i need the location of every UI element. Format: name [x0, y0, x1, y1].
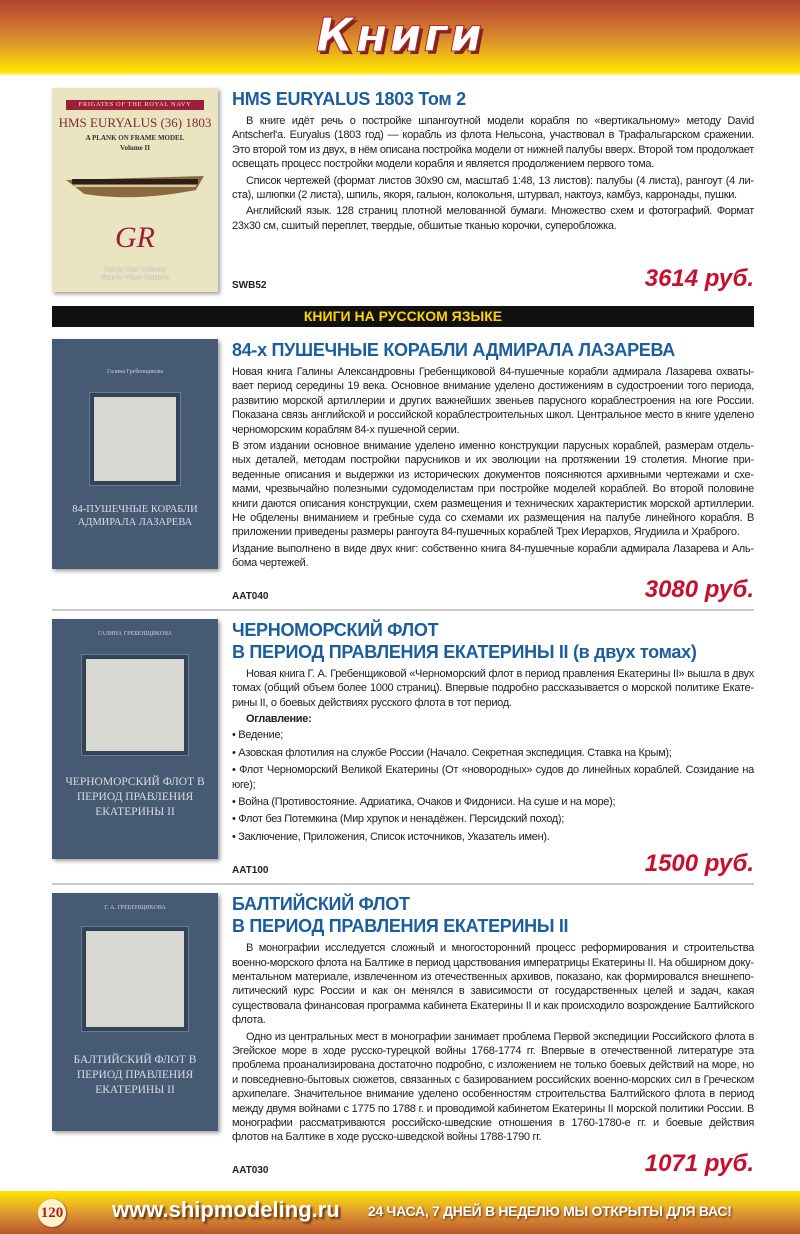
book-title	[232, 893, 754, 937]
cover-title: ЧЕРНОМОРСКИЙ ФЛОТ В ПЕРИОД ПРАВЛЕНИЯ ЕКАТЕРИНЫ II	[65, 775, 205, 818]
cover-author: Г. А. ГРЕБЕНЩИКОВА	[104, 905, 166, 912]
book-item-black-sea-fleet	[52, 619, 754, 885]
cover-author: Text by Allan Yedlinsky	[103, 266, 167, 273]
cover-author: ГАЛИНА ГРЕБЕНЩИКОВА	[97, 630, 173, 637]
book-cover	[52, 619, 218, 859]
cover-title: HMS EURYALUS (36) 1803	[58, 115, 212, 130]
toc-item: • Флот Черноморский Великой Екатерины (От «новородных» судов до линейных кораблей. Созидание на юге);	[232, 764, 754, 791]
cover-band: FRIGATES OF THE ROYAL NAVY	[66, 100, 204, 110]
cover-subtitle: A PLANK ON FRAME MODEL	[85, 134, 185, 142]
book-item-hms-euryalus	[52, 88, 754, 298]
section-title: Книги	[316, 8, 484, 62]
book-item-baltic-fleet	[52, 893, 754, 1183]
cover-monogram: GR	[115, 221, 155, 254]
cover-volume: Volume II	[120, 144, 150, 152]
paragraph: В книге идёт речь о постройке шпангоутной модели корабля по «вертикальному» методу David Antscherl'a. Euryalus (1803 год) — корабль из флота Нельсона, участвовал в Трафальгарском сражении. Это второй том из двух, в нём описана постройка модели от нижней палубы вверх. Второй том продолжает освещать процесс постройки модели корабля и является продолжением первого тома.	[232, 115, 754, 171]
paragraph: Список чертежей (формат листов 30х90 см, масштаб 1:48, 13 листов): палубы (4 листа), рангоут (4 листа), шлюпки (2 листа), шпиль, якоря, гальюн, колокольня, штурвал, нактоуз, камбуз, карронады, пушки.	[232, 174, 754, 202]
book-cover	[52, 339, 218, 569]
price: 3614 руб.	[644, 265, 754, 292]
book-item-lazarev	[52, 339, 754, 611]
price: 3080 руб.	[644, 575, 754, 603]
book-title: HMS EURYALUS 1803 Том 2	[232, 89, 466, 109]
paragraph: Новая книга Г. А. Гребенщиковой «Черноморский флот в период правления Екатерины II» вышла в двух томах (общий объем более 1000 страниц). Впервые подробно рассказывается о морской политике Екатерины II, о боевых действиях русского флота в тот период.	[232, 667, 754, 709]
section-bar: КНИГИ НА РУССКОМ ЯЗЫКЕ	[52, 306, 754, 327]
book-cover	[52, 88, 218, 292]
cover-title: БАЛТИЙСКИЙ ФЛОТ В ПЕРИОД ПРАВЛЕНИЯ ЕКАТЕРИНЫ II	[73, 1054, 197, 1097]
paragraph: Английский язык. 128 страниц плотной мелованной бумаги. Множество схем и фотографий. Формат 23х30 см, сшитый переплет, твердые, обшитые тканью корочки, суперобложка.	[232, 205, 754, 232]
website-link[interactable]: www.shipmodeling.ru	[112, 1196, 340, 1222]
catalog-content	[0, 76, 800, 1191]
cover-title: 84-ПУШЕЧНЫЕ КОРАБЛИ АДМИРАЛА ЛАЗАРЕВА	[72, 504, 198, 528]
cover-author: Галина Гребенщикова	[106, 369, 164, 375]
page-header	[0, 0, 800, 76]
cover-ship-illustration	[90, 393, 180, 485]
cover-plans: Plans by Wayne Kempson	[100, 274, 170, 281]
title-line: В ПЕРИОД ПРАВЛЕНИЯ ЕКАТЕРИНЫ II	[232, 916, 569, 937]
title-line: ЧЕРНОМОРСКИЙ ФЛОТ	[232, 619, 439, 640]
slogan: 24 ЧАСА, 7 ДНЕЙ В НЕДЕЛЮ МЫ ОТКРЫТЫ ДЛЯ ВАС!	[368, 1202, 732, 1219]
sku: AAT100	[232, 865, 269, 877]
book-cover	[52, 893, 218, 1131]
paragraph: Новая книга Галины Александровны Гребенщиковой 84-пушечные корабли адмирала Лазарева охватывает период середины 19 века. Основное внимание уделено достижениям в судостроении того периода, развитию морской артиллерии и других важнейших звеньев парусного кораблестроения на юге России. Показана связь английской и российской кораблестроительных школ. Центральное место в книге уделено черноморским кораблям 84-х пушечной серии.	[232, 366, 754, 436]
book-title: 84-х ПУШЕЧНЫЕ КОРАБЛИ АДМИРАЛА ЛАЗАРЕВА	[232, 340, 676, 360]
cover-credits	[52, 266, 218, 282]
paragraph: Одно из центральных мест в монографии занимает проблема Первой экспедиции Российского флота в Эгейское море в ходе русско-турецкой войны 1768-1774 гг. Впервые в отечественной литературе эта проблема проанализирована достаточно подробно, с изложением не только боевых действий на море, но и повседневно-бытовых сюжетов, связанных с базированием российских военно-морских сил в Греческом архипелаге. Значительное внимание уделено особенностям строительства Балтийского флота в период между двумя войнами с 1775 по 1788 г. и проводимой кабинетом Екатерины II морской политики России. В монографии рассматриваются российско-шведские отношения в 1760-1780-е гг. и боевые действия флотов на Балтике в ходе русско-шведской войны 1788-1790 гг.	[232, 1030, 754, 1144]
toc-item: • Заключение, Приложения, Список источников, Указатель имен).	[232, 830, 550, 843]
paragraph: В монографии исследуется сложный и многосторонний процесс реформирования и строительства военно-морского флота на Балтике в период царствования императрицы Екатерины II. На обширном документальном материале, извлеченном из отечественных архивов, показано, как формировался внешнеполитический курс России и как он менялся в зависимости от государственных целей и задач, какая существовала финансовая программа кабинета Екатерины II и как происходило возрождение Балтийского флота.	[232, 942, 754, 1027]
sku: AAT040	[232, 590, 269, 602]
book-title	[232, 619, 754, 663]
toc-heading: Оглавление:	[246, 712, 312, 725]
cover-ship-illustration	[82, 927, 188, 1031]
price: 1500 руб.	[644, 850, 754, 878]
title-line: В ПЕРИОД ПРАВЛЕНИЯ ЕКАТЕРИНЫ II (в двух томах)	[232, 641, 697, 662]
toc-item: • Азовская флотилия на службе России (Начало. Секретная экспедиция. Ставка на Крым);	[232, 746, 672, 759]
title-line: БАЛТИЙСКИЙ ФЛОТ	[232, 894, 410, 915]
cover-ship-illustration	[82, 655, 188, 755]
page-number: 120	[38, 1199, 66, 1227]
paragraph: Издание выполнено в виде двух книг: собственно книга 84-пушечные корабли адмирала Лазарева и Альбома чертежей.	[232, 542, 754, 570]
ship-model-image	[64, 172, 206, 202]
toc-item: • Война (Противостояние. Адриатика, Очаков и Фидониси. На суше и на море);	[232, 795, 616, 808]
book-description	[232, 88, 754, 292]
price: 1071 руб.	[644, 1149, 754, 1177]
page-footer	[0, 1191, 800, 1234]
toc-item: • Флот без Потемкина (Мир хрупок и ненадёжен. Персидский поход);	[232, 813, 565, 826]
sku: SWB52	[232, 280, 267, 291]
toc-item: • Ведение;	[232, 729, 284, 742]
sku: AAT030	[232, 1164, 269, 1176]
paragraph: В этом издании основное внимание уделено именно конструкции парусных кораблей, размерам отдельных деталей, методам постройки парусников и их эволюции на протяжении 19 столетия. Многие приведенные описания и выдержки из исторических документов поясняются архивными чертежами и схемами, чрезвычайно полезными судомоделистам при постройке моделей кораблей. Во второй половине книги даются описания конструкции, схем размещения и технических характеристик морской артиллерии. Не обделены вниманием и гребные суда со схемами их размещения на палубе линейного корабля. В приложении приведены размеры рангоута 84-пушечных кораблей Трех Иерархов, Ягудиила и Храброго.	[232, 440, 754, 539]
